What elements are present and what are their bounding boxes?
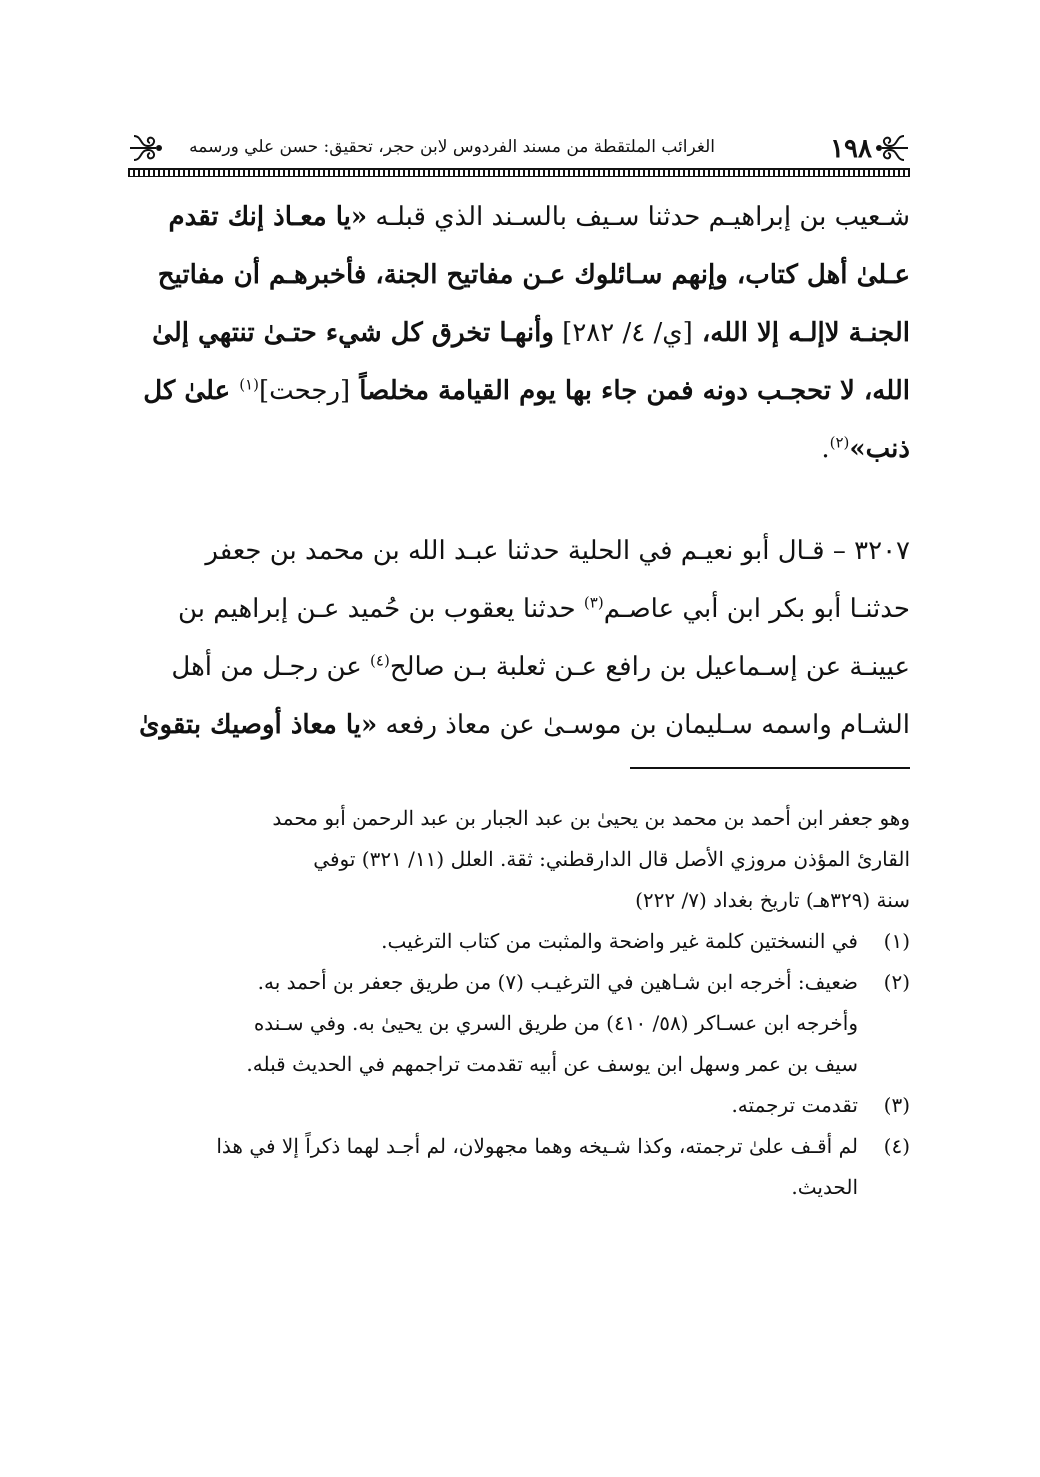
footnote-text: تقدمت ترجمته. xyxy=(731,1093,858,1117)
page-number: ١٩٨ xyxy=(830,134,872,164)
hadith-text: علىٰ كل xyxy=(143,376,240,406)
footnote-1 xyxy=(128,921,910,962)
ornament-icon xyxy=(128,132,164,164)
footnote-text: سيف بن عمر وسهل ابن يوسف عن أبيه تقدمت تراجمهم في الحديث قبله. xyxy=(246,1052,858,1076)
hadith-text: «يا معاذ أوصيك بتقوىٰ xyxy=(139,710,378,740)
footnote-number: (١) xyxy=(883,929,910,953)
footnote-2 xyxy=(128,962,910,1003)
page-header xyxy=(128,130,910,168)
body-paragraph xyxy=(128,188,910,478)
hadith-text: الجنـة لاإلـه إلا الله، xyxy=(692,318,910,348)
running-title: الغرائب الملتقطة من مسند الفردوس لابن حجر، تحقيق: حسن علي ورسمه xyxy=(189,137,715,157)
text-line xyxy=(128,246,910,304)
footnote-text: وأخرجه ابن عسـاكر (٥٨/ ٤١٠) من طريق السري بن يحيىٰ به. وفي سـنده xyxy=(253,1011,858,1035)
text-line xyxy=(128,188,910,246)
text-run: عن رجـل من أهل xyxy=(171,652,371,682)
text-line xyxy=(128,580,910,638)
footnote-4 xyxy=(128,1126,910,1167)
footnote-number: (٢) xyxy=(883,970,910,994)
editorial-insertion: [رجحت] xyxy=(258,376,351,406)
footnotes xyxy=(128,798,910,1208)
footnote-carry-line: وهو جعفر ابن أحمد بن محمد بن يحيىٰ بن عبد الجبار بن عبد الرحمن أبو محمد xyxy=(272,806,910,830)
text-line xyxy=(128,638,910,696)
footnote-carry-line: القارئ المؤذن مروزي الأصل قال الدارقطني: ثقة. العلل (١١/ ٣٢١) توفي xyxy=(313,847,910,871)
text-run: شـعيب بن إبراهيـم حدثنا سـيف بالسـند الذي قبلـه xyxy=(367,202,910,232)
footnote-text: لم أقـف علىٰ ترجمته، وكذا شـيخه وهما مجهولان، لم أجـد لهما ذكراً إلا في هذا xyxy=(216,1134,858,1158)
text-line xyxy=(128,522,910,580)
hadith-text: عـلىٰ أهل كتاب، وإنهم سـائلوك عـن مفاتيح الجنة، فأخبرهـم أن مفاتيح xyxy=(157,260,910,290)
footnote-marker[interactable]: (٤) xyxy=(370,651,390,670)
text-run: الشـام واسمه سـليمان بن موسـىٰ عن معاذ رفعه xyxy=(377,710,910,740)
text-run: حدثنا يعقوب بن حُميد عـن إبراهيم بن xyxy=(178,594,584,624)
text-line xyxy=(128,362,910,420)
footnote-carry-line: سنة (٣٢٩هـ) تاريخ بغداد (٧/ ٢٢٢) xyxy=(635,888,910,912)
footnote-marker[interactable]: (٣) xyxy=(583,593,604,612)
text-run: حدثنـا أبو بكر ابن أبي عاصـم xyxy=(603,594,910,624)
text-line xyxy=(128,696,910,754)
footnote-3 xyxy=(128,1085,910,1126)
footnote-marker[interactable]: (٢) xyxy=(829,433,850,452)
manuscript-reference: [ي/ ٤/ ٢٨٢] xyxy=(553,318,693,348)
footnote-number: (٣) xyxy=(883,1093,910,1117)
footnote-number: (٤) xyxy=(883,1134,910,1158)
hadith-text: الله، لا تحجـب دونه فمن جاء بها يوم القيامة مخلصاً xyxy=(350,376,910,406)
hadith-text: وأنهـا تخرق كل شيء حتـىٰ تنتهي إلىٰ xyxy=(152,318,554,348)
hadith-text: «يا معـاذ إنك تقدم xyxy=(168,202,368,232)
footnote-separator xyxy=(630,767,910,769)
footnote-text: الحديث. xyxy=(791,1175,858,1199)
footnote-marker[interactable]: (١) xyxy=(239,375,259,394)
text-run: عيينـة عن إسـماعيل بن رافع عـن ثعلبة بـن صالح xyxy=(389,652,910,682)
text-line xyxy=(128,420,910,478)
footnote-text: ضعيف: أخرجه ابن شـاهين في الترغيـب (٧) من طريق جعفر بن أحمد به. xyxy=(257,970,858,994)
hadith-number-line: ٣٢٠٧ – قـال أبو نعيـم في الحلية حدثنا عبـد الله بن محمد بن جعفر xyxy=(205,536,910,566)
text-run: . xyxy=(821,434,830,464)
hadith-text: ذنب» xyxy=(849,434,910,464)
body-paragraph xyxy=(128,522,910,754)
ornament-icon xyxy=(874,132,910,164)
footnote-text: في النسختين كلمة غير واضحة والمثبت من كتاب الترغيب. xyxy=(381,929,858,953)
text-line xyxy=(128,304,910,362)
header-rule xyxy=(128,168,910,177)
